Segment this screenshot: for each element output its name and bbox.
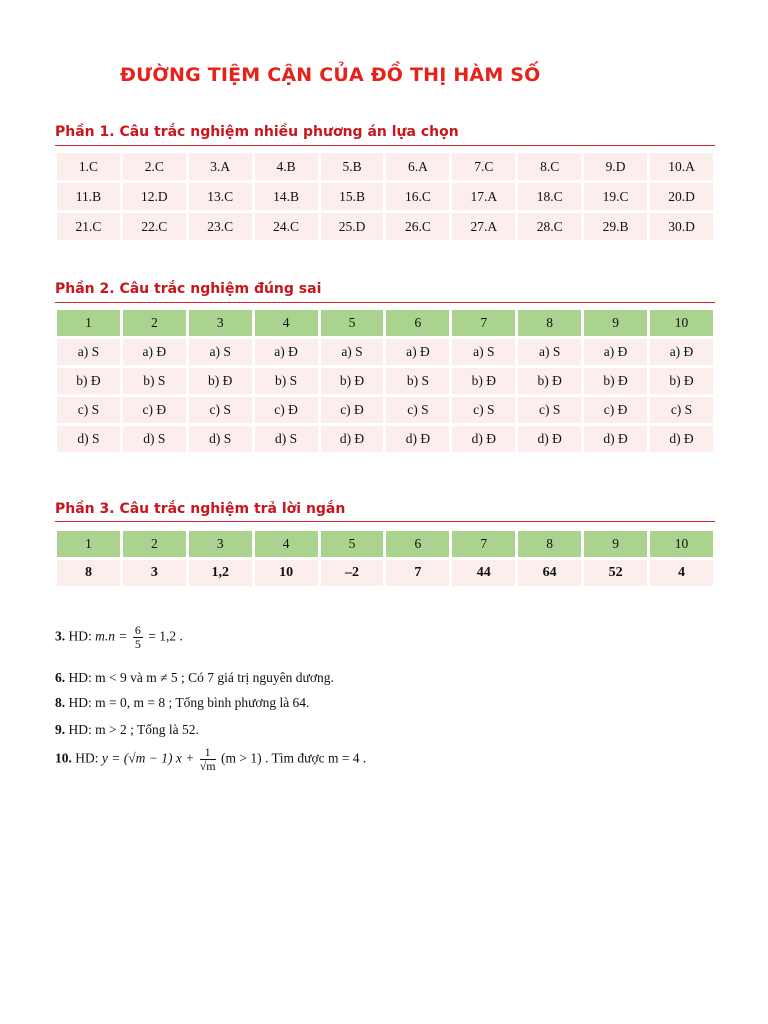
- part2-question-number-cell: 2: [123, 310, 186, 336]
- part3-question-number-cell: 7: [452, 531, 515, 557]
- part2-answer-cell: d) S: [189, 426, 252, 452]
- part3-answer-cell: 64: [518, 560, 581, 586]
- part3-answer-cell: 1,2: [189, 560, 252, 586]
- part1-answer-cell: 30.D: [650, 213, 713, 240]
- part2-question-number-cell: 6: [386, 310, 449, 336]
- part2-answer-cell: a) Đ: [255, 339, 318, 365]
- note-3-number: 3.: [55, 628, 66, 644]
- part1-answer-cell: 10.A: [650, 153, 713, 180]
- part2-answer-cell: d) S: [255, 426, 318, 452]
- part1-answer-cell: 2.C: [123, 153, 186, 180]
- note-8-number: 8.: [55, 695, 66, 710]
- part2-answer-cell: b) S: [123, 368, 186, 394]
- part2-answer-cell: c) S: [650, 397, 713, 423]
- note-8-text: m = 0, m = 8 ; Tổng bình phương là 64.: [95, 695, 310, 710]
- part2-question-number-cell: 8: [518, 310, 581, 336]
- note-10-expr-right: (m > 1) . Tìm được m = 4 .: [221, 750, 367, 766]
- part3-answer-cell: 4: [650, 560, 713, 586]
- part3-answer-table: [54, 528, 716, 589]
- note-9: [55, 722, 199, 738]
- part1-answer-cell: 19.C: [584, 183, 647, 210]
- part1-answer-cell: 17.A: [452, 183, 515, 210]
- part2-answer-cell: b) Đ: [584, 368, 647, 394]
- note-3-fraction: [133, 624, 143, 651]
- part1-answer-cell: 14.B: [255, 183, 318, 210]
- note-8-hd: HD:: [68, 695, 92, 710]
- part1-answer-cell: 9.D: [584, 153, 647, 180]
- part1-answer-cell: 15.B: [321, 183, 384, 210]
- part3-question-number-cell: 2: [123, 531, 186, 557]
- part2-answer-cell: a) Đ: [584, 339, 647, 365]
- part3-answer-row: [57, 560, 713, 586]
- part3-heading: Phần 3. Câu trắc nghiệm trả lời ngắn: [55, 501, 346, 517]
- note-10: [55, 746, 366, 773]
- part2-answer-cell: b) Đ: [57, 368, 120, 394]
- part2-answer-cell: d) Đ: [386, 426, 449, 452]
- note-3-expr-left: m.n =: [95, 628, 128, 644]
- part1-answer-cell: 20.D: [650, 183, 713, 210]
- part2-divider: [55, 302, 715, 303]
- part3-answer-cell: 3: [123, 560, 186, 586]
- part2-answer-row: [57, 397, 713, 423]
- note-10-number: 10.: [55, 750, 72, 766]
- part2-question-number-row: [57, 310, 713, 336]
- part1-answer-cell: 13.C: [189, 183, 252, 210]
- page-title: ĐƯỜNG TIỆM CẬN CỦA ĐỒ THỊ HÀM SỐ: [120, 64, 541, 86]
- part2-answer-cell: c) Đ: [321, 397, 384, 423]
- part1-answer-cell: 12.D: [123, 183, 186, 210]
- part1-answer-row: [57, 213, 713, 240]
- part3-question-number-cell: 8: [518, 531, 581, 557]
- part1-answer-table: [54, 150, 716, 243]
- part2-answer-cell: c) Đ: [584, 397, 647, 423]
- part1-answer-cell: 4.B: [255, 153, 318, 180]
- part3-question-number-cell: 9: [584, 531, 647, 557]
- part2-answer-cell: d) Đ: [518, 426, 581, 452]
- part2-answer-cell: d) S: [57, 426, 120, 452]
- part2-question-number-cell: 3: [189, 310, 252, 336]
- part2-answer-cell: b) Đ: [189, 368, 252, 394]
- part3-answer-cell: –2: [321, 560, 384, 586]
- part2-heading: Phần 2. Câu trắc nghiệm đúng sai: [55, 281, 322, 297]
- part3-answer-cell: 52: [584, 560, 647, 586]
- part1-answer-cell: 28.C: [518, 213, 581, 240]
- part2-answer-row: [57, 339, 713, 365]
- note-9-number: 9.: [55, 722, 66, 737]
- part1-answer-cell: 7.C: [452, 153, 515, 180]
- part2-answer-cell: d) Đ: [321, 426, 384, 452]
- part2-answer-row: [57, 368, 713, 394]
- part1-answer-cell: 8.C: [518, 153, 581, 180]
- part1-answer-cell: 11.B: [57, 183, 120, 210]
- part2-answer-cell: d) S: [123, 426, 186, 452]
- part1-answer-cell: 21.C: [57, 213, 120, 240]
- part2-answer-cell: d) Đ: [452, 426, 515, 452]
- part2-answer-cell: c) S: [518, 397, 581, 423]
- part1-answer-cell: 24.C: [255, 213, 318, 240]
- note-10-expr-left: y = (√m − 1) x +: [101, 750, 195, 766]
- part2-answer-cell: c) S: [189, 397, 252, 423]
- note-6: [55, 670, 334, 686]
- part2-answer-cell: b) Đ: [452, 368, 515, 394]
- note-6-hd: HD:: [68, 670, 92, 685]
- part3-question-number-cell: 6: [386, 531, 449, 557]
- part2-answer-cell: b) S: [255, 368, 318, 394]
- part1-answer-cell: 29.B: [584, 213, 647, 240]
- part3-question-number-cell: 10: [650, 531, 713, 557]
- part3-answer-cell: 10: [255, 560, 318, 586]
- part2-question-number-cell: 5: [321, 310, 384, 336]
- note-3-denominator: 5: [134, 637, 141, 651]
- part1-answer-cell: 25.D: [321, 213, 384, 240]
- part1-answer-cell: 5.B: [321, 153, 384, 180]
- part1-answer-cell: 27.A: [452, 213, 515, 240]
- note-8: [55, 695, 309, 711]
- part3-answer-cell: 7: [386, 560, 449, 586]
- note-10-denominator: √m: [199, 759, 216, 773]
- part2-answer-cell: a) S: [518, 339, 581, 365]
- part1-answer-cell: 18.C: [518, 183, 581, 210]
- part1-answer-cell: 16.C: [386, 183, 449, 210]
- note-9-hd: HD:: [68, 722, 92, 737]
- note-3-expr-right: = 1,2 .: [148, 628, 183, 644]
- part1-heading: Phần 1. Câu trắc nghiệm nhiều phương án lựa chọn: [55, 124, 459, 140]
- part2-answer-cell: c) Đ: [123, 397, 186, 423]
- part3-question-number-cell: 1: [57, 531, 120, 557]
- part2-answer-cell: c) Đ: [255, 397, 318, 423]
- part2-question-number-cell: 4: [255, 310, 318, 336]
- note-9-text: m > 2 ; Tổng là 52.: [95, 722, 199, 737]
- note-10-numerator: 1: [200, 746, 216, 760]
- part3-question-number-row: [57, 531, 713, 557]
- part2-answer-cell: d) Đ: [584, 426, 647, 452]
- part1-answer-cell: 3.A: [189, 153, 252, 180]
- note-3: [55, 624, 183, 651]
- note-6-text: m < 9 và m ≠ 5 ; Có 7 giá trị nguyên dương.: [95, 670, 334, 685]
- part1-answer-cell: 22.C: [123, 213, 186, 240]
- part1-answer-row: [57, 183, 713, 210]
- part2-answer-cell: a) Đ: [650, 339, 713, 365]
- part2-answer-cell: b) Đ: [321, 368, 384, 394]
- part2-answer-cell: a) S: [189, 339, 252, 365]
- part3-answer-cell: 44: [452, 560, 515, 586]
- part2-answer-cell: a) Đ: [386, 339, 449, 365]
- part2-answer-cell: b) Đ: [518, 368, 581, 394]
- part2-answer-cell: c) S: [57, 397, 120, 423]
- part2-answer-cell: a) S: [57, 339, 120, 365]
- part1-answer-cell: 1.C: [57, 153, 120, 180]
- part3-question-number-cell: 5: [321, 531, 384, 557]
- part2-question-number-cell: 9: [584, 310, 647, 336]
- note-10-fraction: [200, 746, 216, 773]
- part2-answer-cell: a) S: [452, 339, 515, 365]
- part1-divider: [55, 145, 715, 146]
- part3-answer-cell: 8: [57, 560, 120, 586]
- part2-answer-cell: c) S: [452, 397, 515, 423]
- note-3-hd: HD:: [68, 628, 92, 644]
- note-3-numerator: 6: [134, 623, 141, 637]
- part2-answer-cell: c) S: [386, 397, 449, 423]
- part1-answer-cell: 6.A: [386, 153, 449, 180]
- note-6-number: 6.: [55, 670, 66, 685]
- part1-answer-cell: 23.C: [189, 213, 252, 240]
- part2-answer-table: [54, 307, 716, 455]
- part2-answer-row: [57, 426, 713, 452]
- part2-answer-cell: b) S: [386, 368, 449, 394]
- part2-question-number-cell: 10: [650, 310, 713, 336]
- part3-question-number-cell: 3: [189, 531, 252, 557]
- note-10-hd: HD:: [75, 750, 99, 766]
- part1-answer-row: [57, 153, 713, 180]
- part2-question-number-cell: 7: [452, 310, 515, 336]
- part2-answer-cell: b) Đ: [650, 368, 713, 394]
- part2-answer-cell: a) S: [321, 339, 384, 365]
- part2-answer-cell: d) Đ: [650, 426, 713, 452]
- part2-answer-cell: a) Đ: [123, 339, 186, 365]
- part1-answer-cell: 26.C: [386, 213, 449, 240]
- part2-question-number-cell: 1: [57, 310, 120, 336]
- part3-divider: [55, 521, 715, 522]
- part3-question-number-cell: 4: [255, 531, 318, 557]
